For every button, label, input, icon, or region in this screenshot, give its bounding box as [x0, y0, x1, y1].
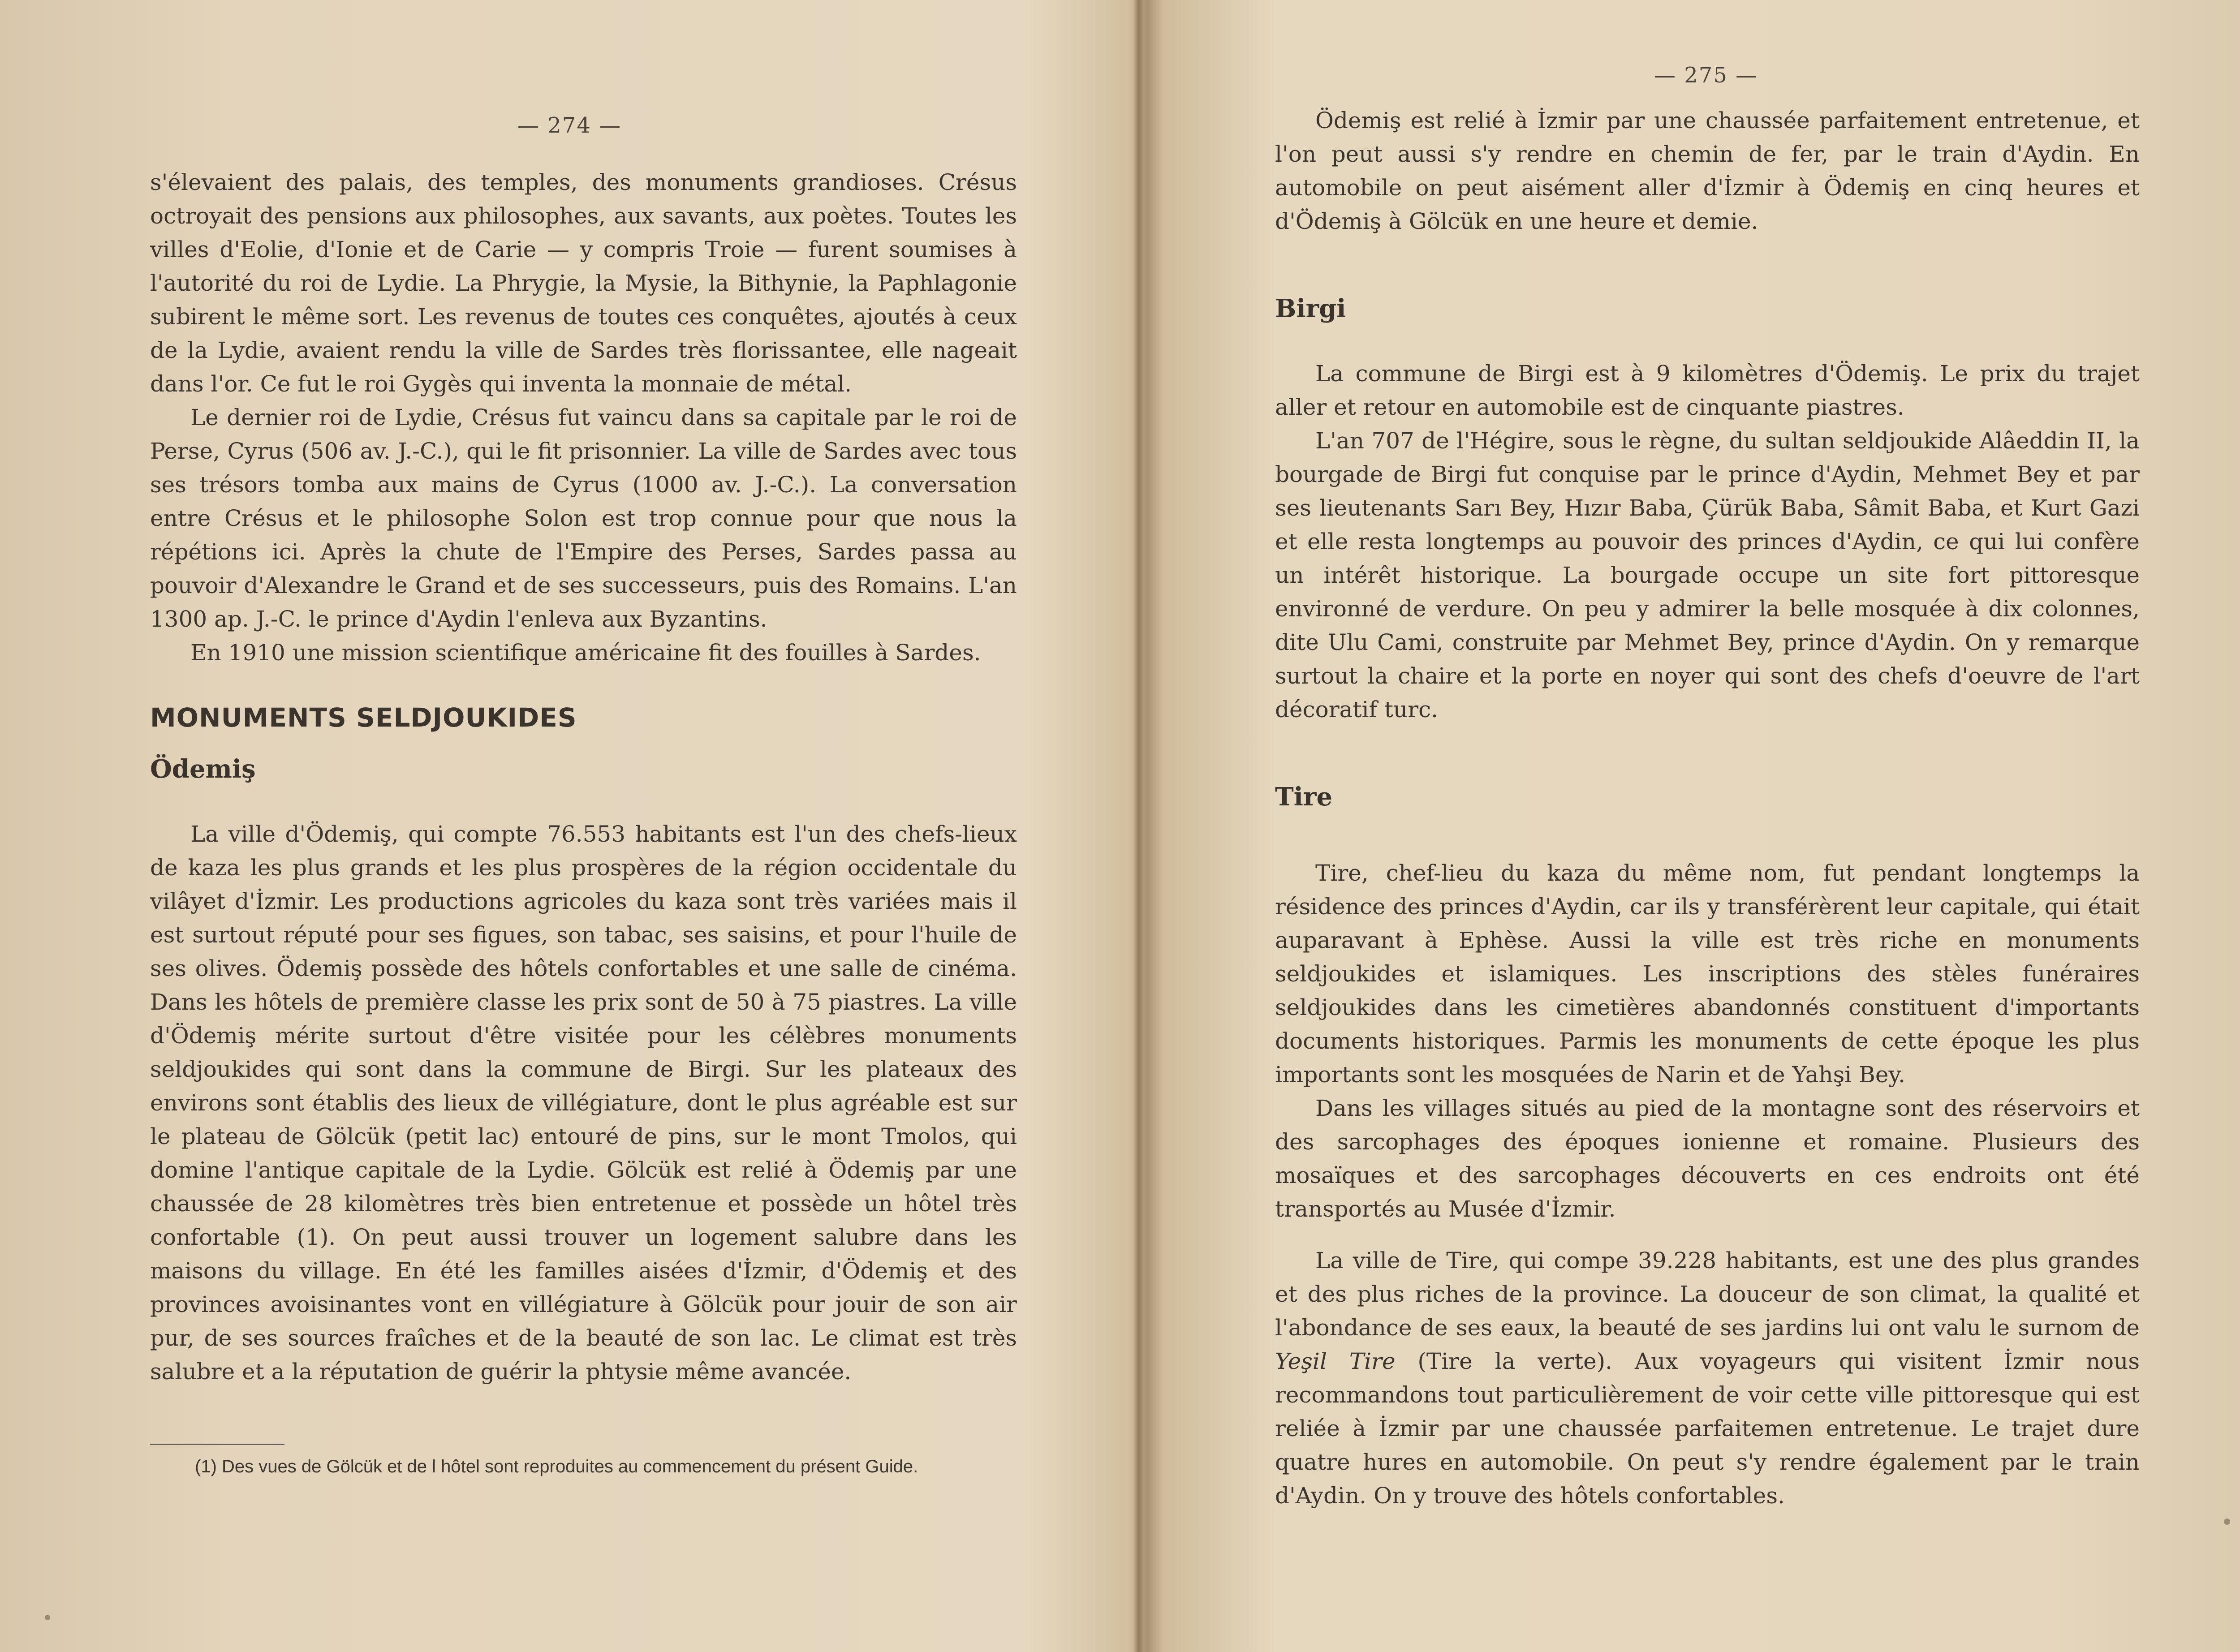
paragraph: Ödemiş est relié à İzmir par une chaussée parfaitement entretenue, et l'on peut aussi s'y rendre en chemin de fer, par le train d'Aydin. En automobile on peut aisément aller d'İzmir à Ödemiş en cinq heures et d'Ödemiş à Gölcük en une heure et demie. [1275, 108, 2140, 234]
italic-name: Yeşil Tire [1275, 1348, 1396, 1374]
paragraph: L'an 707 de l'Hégire, sous le règne, du sultan seldjoukide Alâeddin II, la bourgade de Birgi fut conquise par le prince d'Aydin, Mehmet Bey et par ses lieutenants Sarı Bey, Hızır Baba, Çürük Baba, Sâmit Baba, et Kurt Gazi et elle resta longtemps au pouvoir des princes d'Aydin, ce qui lui confère un intérêt historique. La bourgade occupe un site fort pittoresque environné de verdure. On peu y admirer la belle mosquée à dix colonnes, dite Ulu Cami, construite par Mehmet Bey, prince d'Aydin. On y remarque surtout la chaire et la porte en noyer qui sont des chefs d'oeuvre de l'art décoratif turc. [1275, 428, 2140, 723]
footnote: (1) Des vues de Gölcük et de l hôtel sont reproduites au commencement du présent Guide. [195, 1457, 918, 1476]
left-page-text [150, 166, 1017, 1389]
page-number-left: — 274 — [517, 113, 622, 138]
subheading-odemis: Ödemiş [150, 754, 256, 784]
paragraph: La ville d'Ödemiş, qui compte 76.553 habitants est l'un des chefs-lieux de kaza les plus grands et les plus prospères de la région occidentale du vilâyet d'İzmir. Les productions agricoles du kaza sont très variées mais il est surtout réputé pour ses figues, son tabac, ses saisins, et pour l'huile de ses olives. Ödemiş possède des hôtels confortables et une salle de cinéma. Dans les hôtels de première classe les prix sont de 50 à 75 piastres. La ville d'Ödemiş mérite surtout d'être visitée pour les célèbres monuments seldjoukides qui sont dans la commune de Birgi. Sur les plateaux des environs sont établis des lieux de villégiature, dont le plus agréable est sur le plateau de Gölcük (petit lac) entouré de pins, sur le mont Tmolos, qui domine l'antique capitale de la Lydie. Gölcük est relié à Ödemiş par une chaussée de 28 kilomètres très bien entretenue et possède un hôtel très confortable (1). On peut aussi trouver un logement salubre dans les maisons du village. En été les familles aisées d'İzmir, d'Ödemiş et des provinces avoisinantes vont en villégiature à Gölcük pour jouir de son air pur, de ses sources fraîches et de la beauté de son lac. Le climat est très salubre et a la réputation de guérir la phtysie même avancée. [150, 821, 1017, 1385]
right-page [1144, 0, 2240, 1652]
footnote-rule [150, 1444, 284, 1445]
right-page-text [1275, 104, 2140, 1513]
heading-tire: Tire [1275, 782, 1333, 812]
section-heading: MONUMENTS SELDJOUKIDES [150, 702, 577, 733]
paragraph: Le dernier roi de Lydie, Crésus fut vaincu dans sa capitale par le roi de Perse, Cyrus (506 av. J.-C.), qui le fit prisonnier. La ville de Sardes avec tous ses trésors tomba aux mains de Cyrus (1000 av. J.-C.). La conversation entre Crésus et le philosophe Solon est trop connue pour que nous la répétions ici. Après la chute de l'Empire des Perses, Sardes passa au pouvoir d'Alexandre le Grand et de ses successeurs, puis des Romains. L'an 1300 ap. J.-C. le prince d'Aydin l'enleva aux Byzantins. [150, 404, 1017, 632]
paper-spot [2224, 1519, 2230, 1525]
paragraph: s'élevaient des palais, des temples, des monuments grandioses. Crésus octroyait des pensions aux philosophes, aux savants, aux poètes. Toutes les villes d'Eolie, d'Ionie et de Carie — y compris Troie — furent soumises à l'autorité du roi de Lydie. La Phrygie, la Mysie, la Bithynie, la Paphlagonie subirent le même sort. Les revenus de toutes ces conquêtes, ajoutés à ceux de la Lydie, avaient rendu la ville de Sardes très florissantee, elle nageait dans l'or. Ce fut le roi Gygès qui inventa la monnaie de métal. [150, 169, 1017, 397]
paragraph [1275, 1244, 2140, 1513]
paragraph-text: (Tire la verte). Aux voyageurs qui visitent İzmir nous recommandons tout particulièrement de voir cette ville pittoresque qui est reliée à İzmir par une chaussée parfaitemen entretenue. Le trajet dure quatre hures en automobile. On peut s'y rendre également par le train d'Aydin. On y trouve des hôtels confortables. [1275, 1348, 2140, 1509]
paragraph: En 1910 une mission scientifique américaine fit des fouilles à Sardes. [190, 640, 981, 666]
paper-spot [45, 1615, 50, 1620]
book-gutter [1133, 0, 1144, 1652]
paragraph-text: La ville de Tire, qui compe 39.228 habitants, est une des plus grandes et des plus riches de la province. La douceur de son climat, la qualité et l'abondance de ses eaux, la beauté de ses jardins lui ont valu le surnom de [1275, 1248, 2140, 1341]
heading-birgi: Birgi [1275, 294, 1346, 323]
paragraph: La commune de Birgi est à 9 kilomètres d'Ödemiş. Le prix du trajet aller et retour en automobile est de cinquante piastres. [1275, 361, 2140, 420]
paragraph: Tire, chef-lieu du kaza du même nom, fut pendant longtemps la résidence des princes d'Aydin, car ils y transférèrent leur capitale, qui était auparavant à Ephèse. Aussi la ville est très riche en monuments seldjoukides et islamiques. Les inscriptions des stèles funéraires seldjoukides dans les cimetières abandonnés constituent d'importants documents historiques. Parmis les monuments de cette époque les plus importants sont les mosquées de Narin et de Yahşi Bey. [1275, 860, 2140, 1088]
paragraph: Dans les villages situés au pied de la montagne sont des réservoirs et des sarcophages des époques ionienne et romaine. Plusieurs des mosaïques et des sarcophages découverts en ces endroits ont été transportés au Musée d'İzmir. [1275, 1095, 2140, 1222]
page-number-right: — 275 — [1654, 63, 1758, 88]
